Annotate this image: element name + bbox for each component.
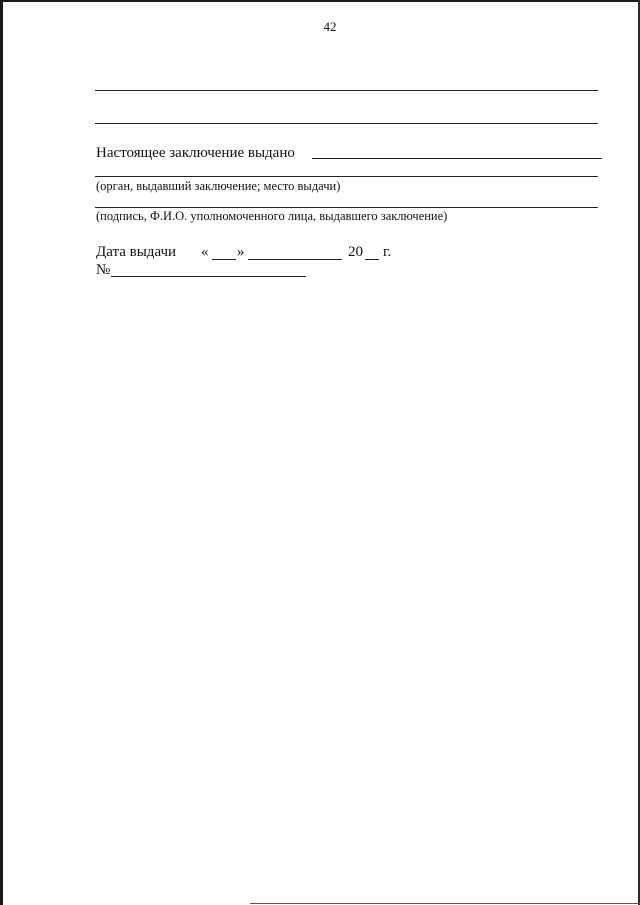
page-border-bottom	[250, 903, 640, 904]
issue-month-field[interactable]	[248, 259, 342, 260]
issue-date-open-quote: «	[201, 244, 209, 260]
issue-year-field[interactable]	[365, 259, 379, 260]
blank-line-1[interactable]	[95, 90, 598, 91]
issuer-caption: (орган, выдавший заключение; место выдачи)	[96, 179, 341, 193]
number-field[interactable]	[111, 276, 306, 277]
issuer-line[interactable]	[95, 176, 598, 177]
page-number: 42	[323, 19, 337, 34]
signature-line[interactable]	[95, 207, 598, 208]
issued-by-field[interactable]	[312, 158, 602, 159]
issue-day-field[interactable]	[212, 259, 236, 260]
blank-line-2[interactable]	[95, 123, 598, 124]
issue-date-label: Дата выдачи	[96, 244, 177, 260]
signature-caption: (подпись, Ф.И.О. уполномоченного лица, выдавшего заключение)	[96, 209, 448, 223]
issue-year-prefix: 20	[348, 244, 363, 260]
page-border-left	[0, 0, 3, 905]
page-border-top	[0, 0, 640, 2]
statement-label: Настоящее заключение выдано	[96, 145, 295, 161]
number-label: №	[96, 262, 111, 278]
issue-date-close-quote: »	[237, 244, 245, 260]
issue-year-suffix: г.	[383, 244, 392, 260]
